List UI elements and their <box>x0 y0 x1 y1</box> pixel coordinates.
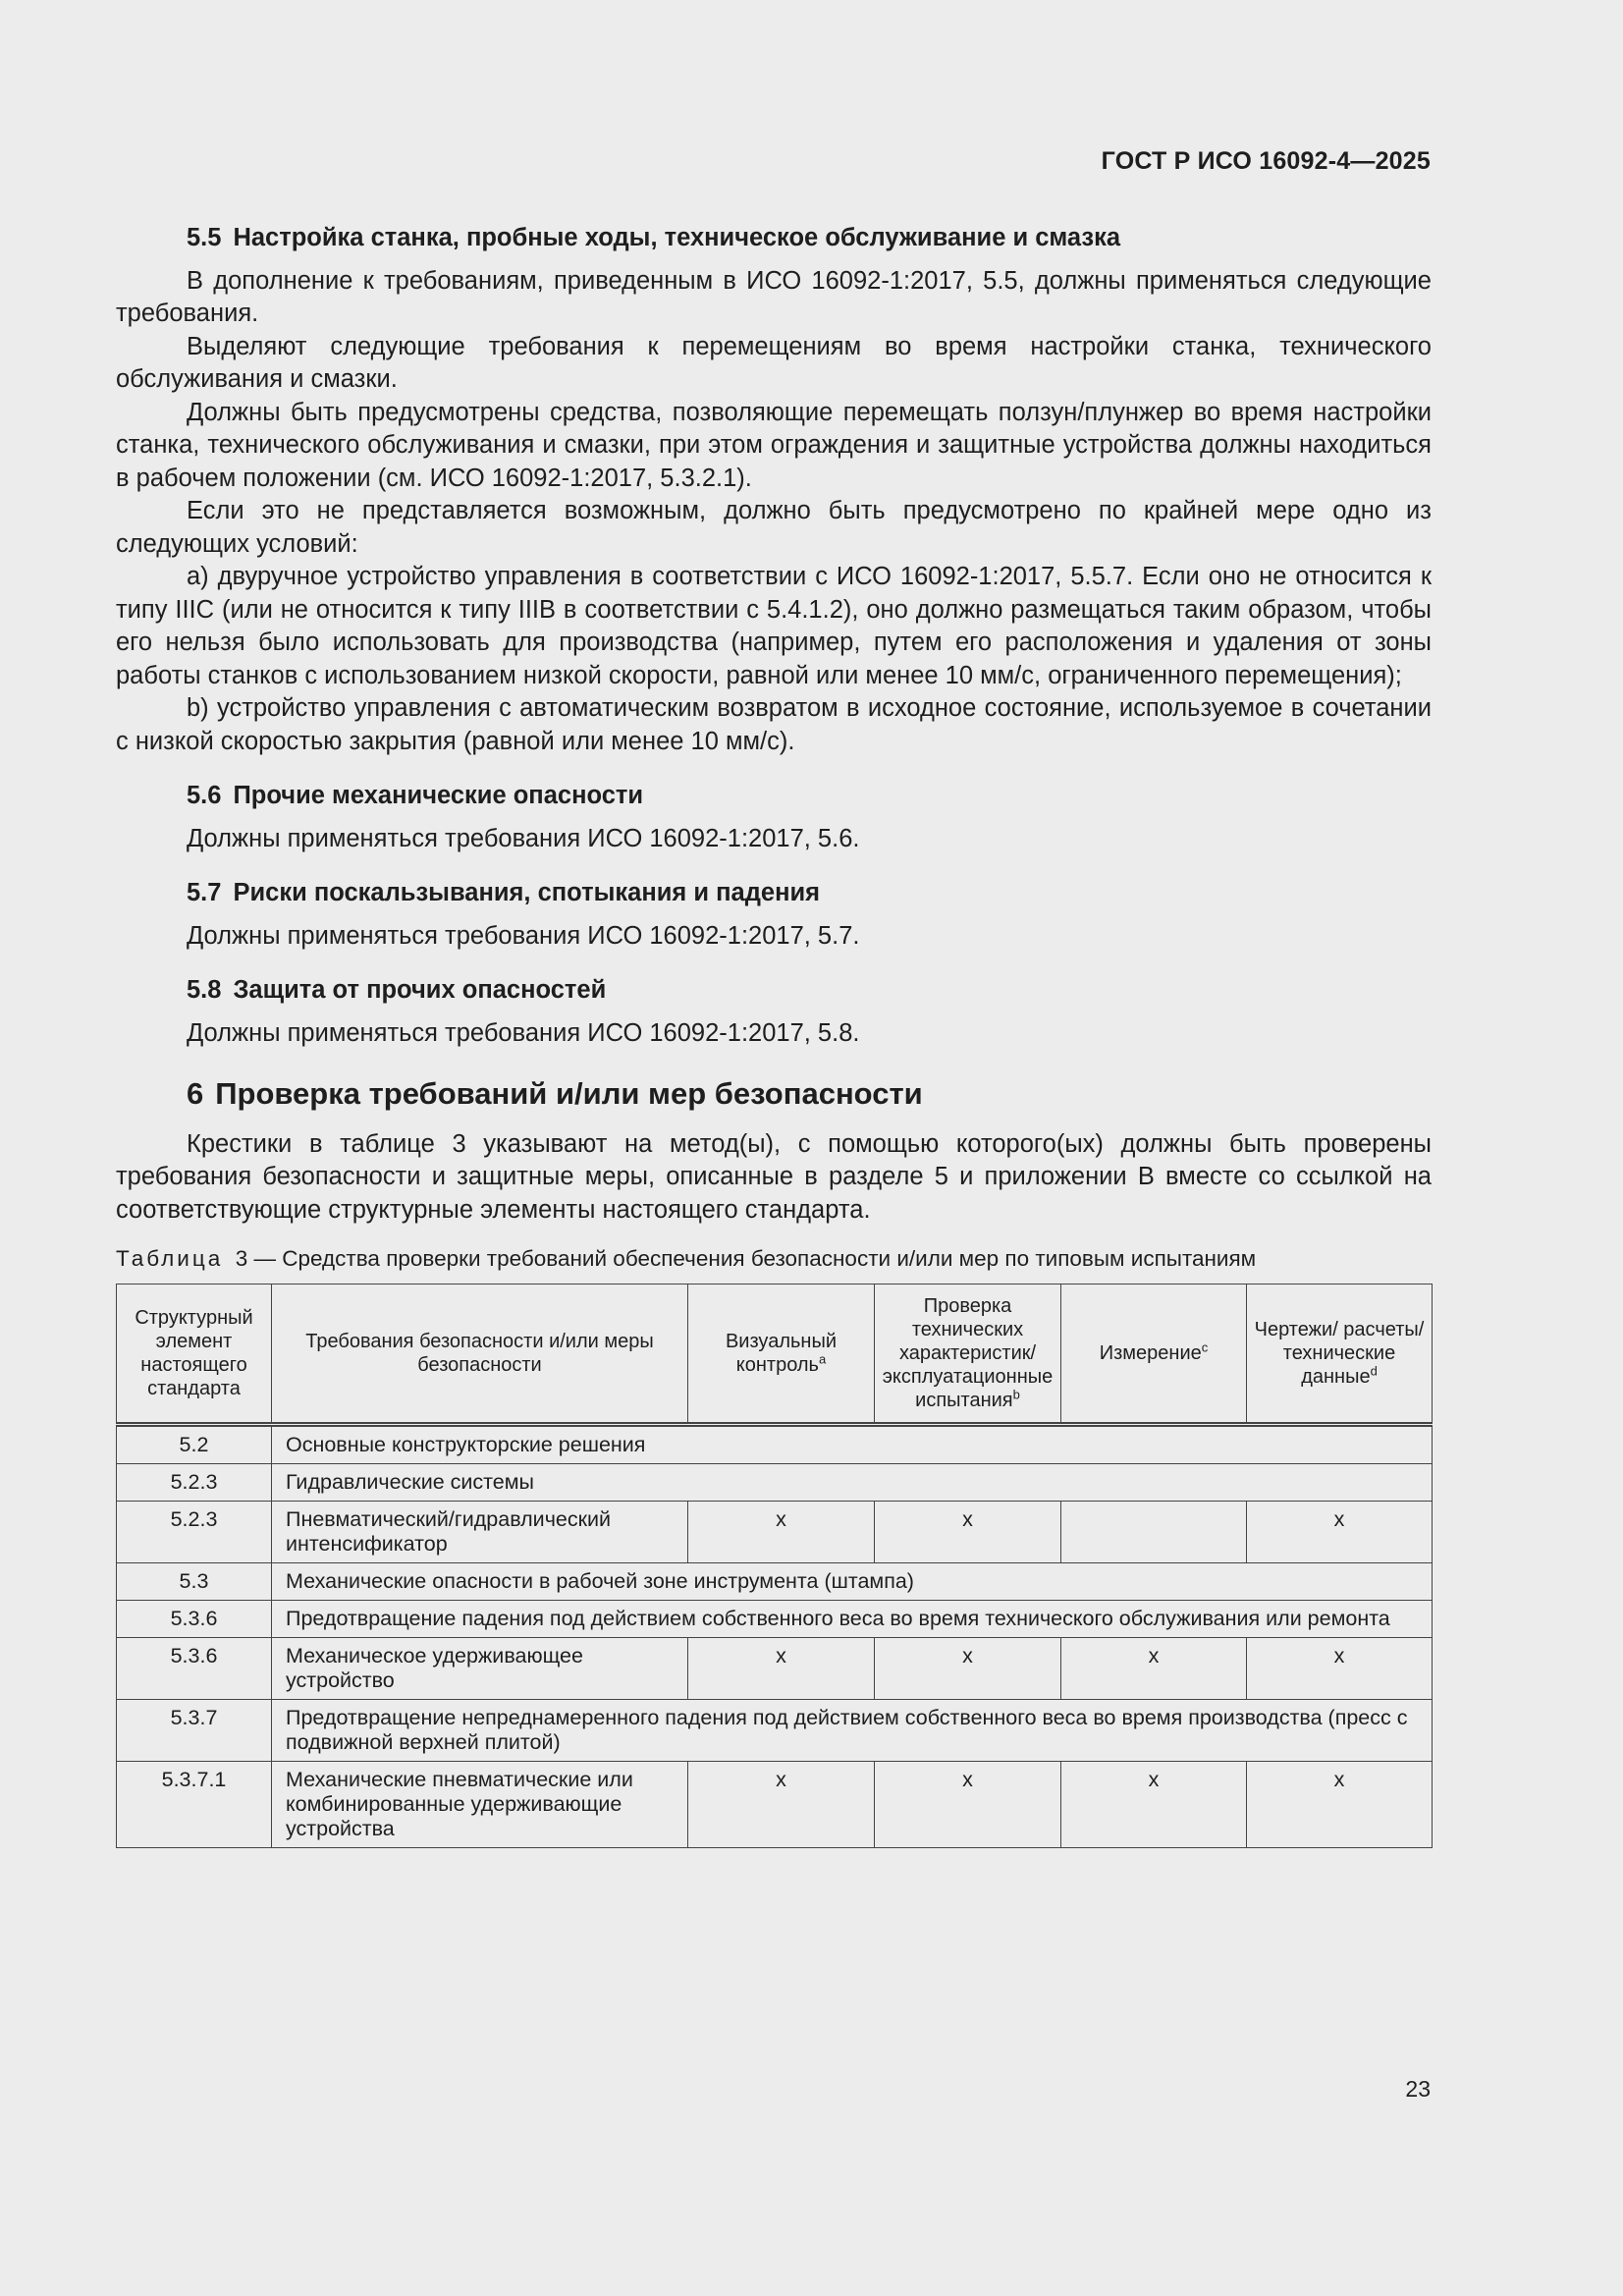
header-measurement: Измерение$^c$ <box>1061 1284 1247 1424</box>
cell-element: 5.2.3 <box>117 1501 272 1562</box>
paragraph: Должны применяться требования ИСО 16092-1:2017, 5.8. <box>187 1018 860 1047</box>
section-number: 5.8 <box>187 976 222 1004</box>
cell-requirement: Пневматический/гидравлический интенсификатор <box>272 1501 688 1562</box>
cell-drawings-mark: x <box>1247 1637 1433 1699</box>
cell-requirement: Основные конструкторские решения <box>272 1424 1433 1463</box>
table-row <box>117 1501 1433 1562</box>
section-number: 6 <box>187 1076 204 1111</box>
cell-requirement: Гидравлические системы <box>272 1463 1433 1501</box>
cell-measurement-mark: x <box>1061 1761 1247 1847</box>
section-6-heading <box>187 1077 1432 1111</box>
section-title: Защита от прочих опасностей <box>233 976 607 1004</box>
cell-element: 5.3.6 <box>117 1600 272 1637</box>
table-row <box>117 1761 1433 1847</box>
paragraph: Если это не представляется возможным, должно быть предусмотрено по крайней мере одно из следующих условий: <box>116 497 1432 558</box>
section-number: 5.5 <box>187 224 222 251</box>
table-row <box>117 1699 1433 1761</box>
table-caption-text: 3 — Средства проверки требований обеспечения безопасности и/или мер по типовым испытаниям <box>235 1246 1257 1271</box>
table-row <box>117 1424 1433 1463</box>
paragraph: Должны быть предусмотрены средства, позволяющие перемещать ползун/плунжер во время настройки станка, технического обслуживания и смазки, при этом ограждения и защитные устройства должны находиться в рабочем положении (см. ИСО 16092-1:2017, 5.3.2.1). <box>116 398 1432 492</box>
header-structural-element: Структурный элемент настоящего стандарта <box>117 1284 272 1424</box>
cell-visual-mark: x <box>688 1501 875 1562</box>
cell-element: 5.3 <box>117 1562 272 1600</box>
section-number: 5.6 <box>187 782 222 809</box>
table-row <box>117 1637 1433 1699</box>
paragraph: В дополнение к требованиям, приведенным в ИСО 16092-1:2017, 5.5, должны применяться следующие требования. <box>116 266 1432 327</box>
section-title: Настройка станка, пробные ходы, техническое обслуживание и смазка <box>233 224 1121 251</box>
table-caption <box>116 1242 1432 1276</box>
section-title: Риски поскальзывания, спотыкания и падения <box>233 879 821 906</box>
paragraph: Должны применяться требования ИСО 16092-1:2017, 5.6. <box>187 824 860 852</box>
section-title: Прочие механические опасности <box>233 782 644 809</box>
cell-element: 5.3.6 <box>117 1637 272 1699</box>
table-caption-word: Таблица <box>116 1246 224 1271</box>
header-drawings-calculations: Чертежи/ расчеты/ технические данные$^d$ <box>1247 1284 1433 1424</box>
cell-measurement-mark: x <box>1061 1637 1247 1699</box>
cell-requirement: Механические опасности в рабочей зоне инструмента (штампа) <box>272 1562 1433 1600</box>
page-content <box>116 222 1432 1848</box>
header-visual-inspection: Визуальный контроль$^a$ <box>688 1284 875 1424</box>
list-item-b: b) устройство управления с автоматическим возвратом в исходное состояние, используемое в сочетании с низкой скоростью закрытия (равной или менее 10 мм/с). <box>116 694 1432 755</box>
cell-element: 5.3.7 <box>117 1699 272 1761</box>
paragraph: Крестики в таблице 3 указывают на метод(ы), с помощью которого(ых) должны быть проверены требования безопасности и защитные меры, описанные в разделе 5 и приложении В вместе со ссылкой на соответствующие структурные элементы настоящего стандарта. <box>116 1129 1432 1224</box>
section-5-6-heading <box>187 780 1432 813</box>
cell-test-mark: x <box>875 1501 1061 1562</box>
cell-requirement: Механическое удерживающее устройство <box>272 1637 688 1699</box>
section-5-7-heading <box>187 877 1432 910</box>
table-header-row <box>117 1284 1433 1424</box>
cell-drawings-mark: x <box>1247 1501 1433 1562</box>
section-number: 5.7 <box>187 879 222 906</box>
cell-requirement: Механические пневматические или комбинированные удерживающие устройства <box>272 1761 688 1847</box>
header-performance-test: Проверка технических характеристик/ эксплуатационные испытания$^b$ <box>875 1284 1061 1424</box>
table-row <box>117 1562 1433 1600</box>
cell-test-mark: x <box>875 1637 1061 1699</box>
cell-measurement-mark <box>1061 1501 1247 1562</box>
cell-element: 5.2 <box>117 1424 272 1463</box>
cell-requirement: Предотвращение непреднамеренного падения под действием собственного веса во время производства (пресс с подвижной верхней плитой) <box>272 1699 1433 1761</box>
cell-element: 5.3.7.1 <box>117 1761 272 1847</box>
cell-requirement: Предотвращение падения под действием собственного веса во время технического обслуживания или ремонта <box>272 1600 1433 1637</box>
table-row <box>117 1600 1433 1637</box>
table-row <box>117 1463 1433 1501</box>
verification-table <box>116 1284 1433 1848</box>
section-5-5-heading <box>187 222 1432 255</box>
list-item-a: a) двуручное устройство управления в соответствии с ИСО 16092-1:2017, 5.5.7. Если оно не относится к типу IIIC (или не относится к типу IIIB в соответствии с 5.4.1.2), оно должно размещаться таким образом, чтобы его нельзя было использовать для производства (например, путем его расположения и удаления от зоны работы станков с использованием низкой скорости, равной или менее 10 мм/с, ограниченного перемещения); <box>116 563 1432 689</box>
cell-visual-mark: x <box>688 1761 875 1847</box>
header-safety-requirements: Требования безопасности и/или меры безопасности <box>272 1284 688 1424</box>
cell-test-mark: x <box>875 1761 1061 1847</box>
section-5-8-heading <box>187 974 1432 1008</box>
cell-element: 5.2.3 <box>117 1463 272 1501</box>
page-number: 23 <box>1405 2076 1431 2102</box>
paragraph: Выделяют следующие требования к перемещениям во время настройки станка, технического обслуживания и смазки. <box>116 332 1432 393</box>
cell-drawings-mark: x <box>1247 1761 1433 1847</box>
document-code: ГОСТ Р ИСО 16092-4—2025 <box>1101 147 1431 175</box>
cell-visual-mark: x <box>688 1637 875 1699</box>
paragraph: Должны применяться требования ИСО 16092-1:2017, 5.7. <box>187 921 860 950</box>
section-title: Проверка требований и/или мер безопасности <box>215 1076 923 1111</box>
